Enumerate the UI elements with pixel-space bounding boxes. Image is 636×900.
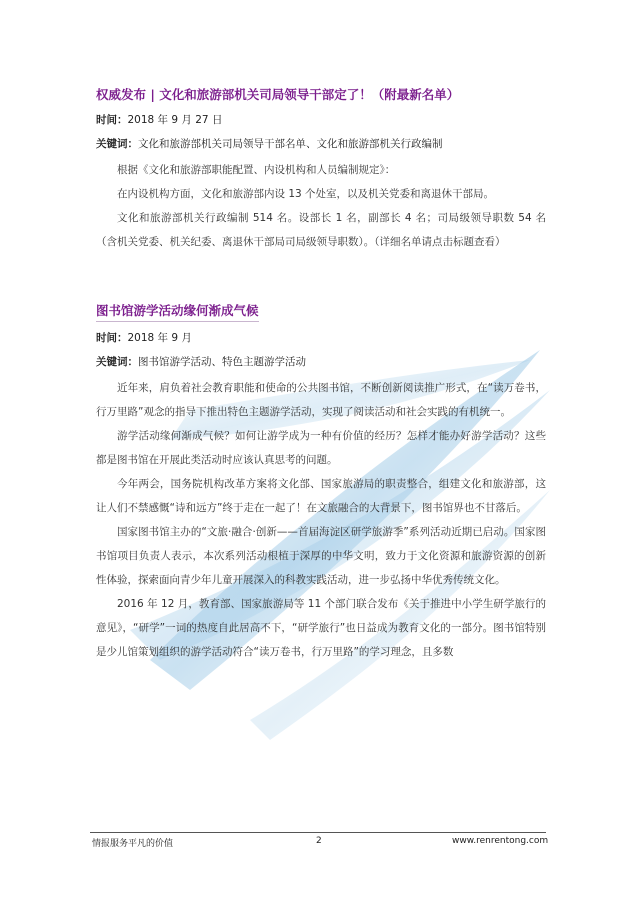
article-2-title[interactable]: 图书馆游学活动缘何渐成气候	[96, 302, 259, 322]
article-1-time	[96, 113, 546, 128]
time-label: 时间：	[96, 332, 128, 344]
keywords-label: 关键词：	[96, 356, 138, 368]
article-2-paragraph: 近年来，肩负着社会教育职能和使命的公共图书馆，不断创新阅读推广形式，在“读万卷书，行万里路”观念的指导下推出特色主题游学活动，实现了阅读活动和社会实践的有机统一。	[96, 382, 546, 418]
article-2-time	[96, 331, 546, 346]
article-1-paragraph: 根据《文化和旅游部职能配置、内设机构和人员编制规定》：	[117, 164, 396, 176]
article-1-keywords	[96, 137, 546, 152]
keywords-label: 关键词：	[96, 138, 138, 150]
article-1-paragraph: 在内设机构方面，文化和旅游部内设 13 个处室，以及机关党委和离退休干部局。	[117, 188, 495, 200]
keywords-value: 文化和旅游部机关司局领导干部名单、文化和旅游部机关行政编制	[138, 138, 443, 150]
article-2-paragraph: 今年两会，国务院机构改革方案将文化部、国家旅游局的职责整合，组建文化和旅游部，这让人们不禁感慨“诗和远方”终于走在一起了！在文旅融合的大背景下，图书馆界也不甘落后。	[96, 478, 546, 514]
article-1-title[interactable]: 权威发布 | 文化和旅游部机关司局领导干部定了！（附最新名单）	[96, 87, 460, 102]
article-2-keywords	[96, 355, 546, 370]
article-1-paragraph: 文化和旅游部机关行政编制 514 名。设部长 1 名，副部长 4 名；司局级领导职数 54 名（含机关党委、机关纪委、离退休干部局司局级领导职数）。（详细名单请点击标题查看）	[96, 212, 546, 248]
keywords-value: 图书馆游学活动、特色主题游学活动	[138, 356, 306, 368]
article-2-paragraph: 游学活动缘何渐成气候？如何让游学成为一种有价值的经历？怎样才能办好游学活动？这些都是图书馆在开展此类活动时应该认真思考的问题。	[96, 430, 546, 466]
article-2	[96, 300, 546, 664]
time-label: 时间：	[96, 114, 128, 126]
footer-left-text: 情报服务平凡的价值	[92, 839, 174, 849]
main-content	[96, 86, 546, 664]
article-2-paragraph: 2016 年 12 月，教育部、国家旅游局等 11 个部门联合发布《关于推进中小学生研学旅行的意见》，“研学”一词的热度自此居高不下，“研学旅行”也日益成为教育文化的一部分。图书馆特别是少儿馆策划组织的游学活动符合“读万卷书，行万里路”的学习理念，且多数	[96, 598, 546, 658]
footer-website-link[interactable]: www.renrentong.com	[452, 836, 549, 846]
article-1	[96, 86, 546, 254]
article-2-paragraph: 国家图书馆主办的“文旅·融合·创新——首届海淀区研学旅游季”系列活动近期已启动。国家图书馆项目负责人表示，本次系列活动根植于深厚的中华文明，致力于文化资源和旅游资源的创新性体验，探索面向青少年儿童开展深入的科教实践活动，进一步弘扬中华优秀传统文化。	[96, 526, 546, 586]
time-value: 2018 年 9 月 27 日	[127, 114, 223, 126]
footer-divider	[90, 832, 546, 833]
page-number: 2	[316, 836, 322, 846]
time-value: 2018 年 9 月	[127, 332, 192, 344]
